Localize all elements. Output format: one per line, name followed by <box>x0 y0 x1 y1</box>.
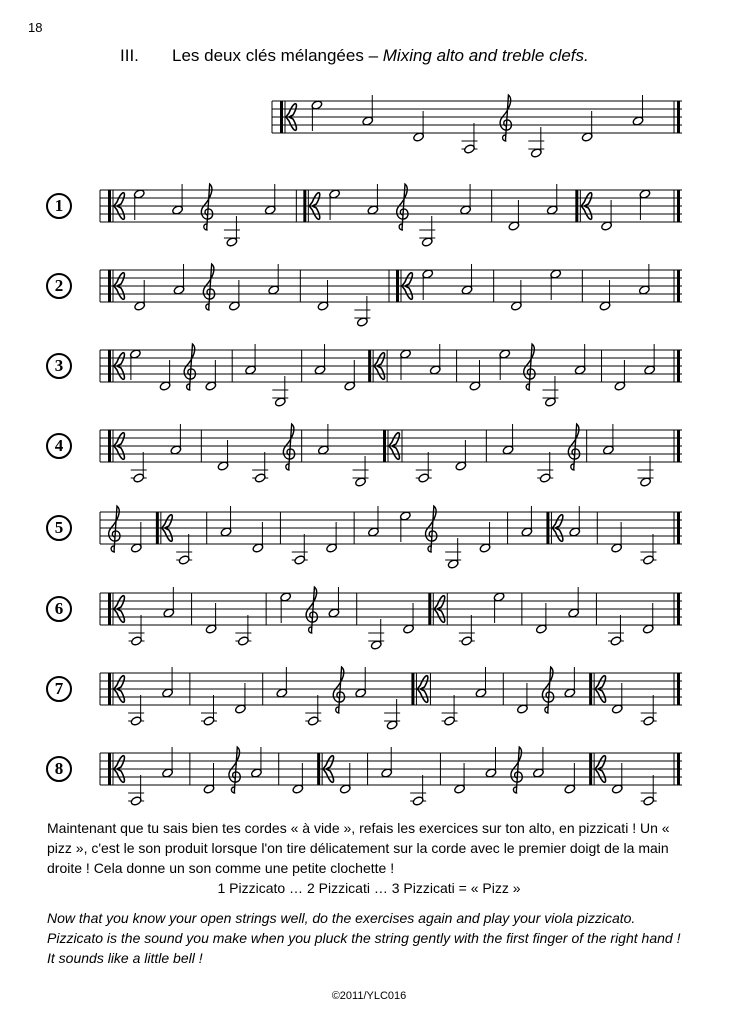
english-paragraph: Now that you know your open strings well, do the exercises again and play your viola pizzicato. Pizzicato is the sound you make when you pluck the string gently with the first finger of the right hand ! It sounds like a little bell ! <box>47 910 681 966</box>
half-note <box>632 95 644 126</box>
half-note <box>493 592 505 623</box>
half-note <box>516 683 528 714</box>
half-note <box>368 506 380 537</box>
half-note <box>602 424 614 455</box>
copyright-footer: ©2011/YLC016 <box>331 990 407 1002</box>
half-note <box>128 695 144 726</box>
half-note <box>422 269 434 300</box>
half-note <box>128 775 144 806</box>
half-note <box>528 127 544 158</box>
half-note <box>641 695 657 726</box>
half-note <box>614 360 626 391</box>
treble-clef-icon <box>426 506 437 552</box>
half-note <box>381 747 393 778</box>
treble-clef-icon <box>109 506 120 552</box>
half-note <box>416 452 432 483</box>
half-note <box>205 603 217 634</box>
half-note <box>455 440 467 471</box>
exercise-staff <box>0 250 738 330</box>
exercise-number: 5 <box>46 515 72 541</box>
half-note <box>292 534 308 565</box>
treble-clef-icon <box>524 344 535 390</box>
half-note <box>521 506 533 537</box>
half-note <box>419 216 435 247</box>
half-note <box>499 349 511 380</box>
half-note <box>611 763 623 794</box>
half-note <box>400 349 412 380</box>
final-barline-thick <box>677 512 680 544</box>
treble-clef-icon <box>283 424 294 470</box>
treble-clef-icon <box>511 747 522 793</box>
half-note <box>173 264 185 295</box>
half-note <box>217 440 229 471</box>
half-note <box>228 280 240 311</box>
half-note <box>353 456 369 487</box>
half-note <box>535 603 547 634</box>
half-note <box>542 376 558 407</box>
half-note <box>599 280 611 311</box>
exercise-number: 1 <box>46 193 72 219</box>
half-note <box>245 344 257 375</box>
half-note <box>460 184 472 215</box>
half-note <box>311 100 323 131</box>
half-note <box>305 695 321 726</box>
example-staff <box>0 81 738 161</box>
treble-clef-icon <box>568 424 579 470</box>
half-note <box>355 667 367 698</box>
exercise-staff <box>0 573 738 653</box>
half-note <box>574 344 586 375</box>
section-title-en: Mixing alto and treble clefs. <box>382 46 589 65</box>
half-note <box>129 615 145 646</box>
final-barline-thick <box>677 593 680 625</box>
half-note <box>429 344 441 375</box>
half-note <box>362 95 374 126</box>
half-note <box>461 264 473 295</box>
half-note <box>272 376 288 407</box>
exercise-number: 3 <box>46 353 72 379</box>
treble-clef-icon <box>184 344 195 390</box>
half-note <box>163 587 175 618</box>
half-note <box>568 587 580 618</box>
half-note <box>459 615 475 646</box>
half-note <box>292 763 304 794</box>
exercise-staff <box>0 492 738 572</box>
final-barline-thick <box>677 673 680 705</box>
half-note <box>550 269 562 300</box>
half-note <box>611 683 623 714</box>
half-note <box>339 763 351 794</box>
half-note <box>176 534 192 565</box>
half-note <box>461 123 477 154</box>
half-note <box>537 452 553 483</box>
half-note <box>611 522 623 553</box>
half-note <box>642 603 654 634</box>
exercise-number: 8 <box>46 756 72 782</box>
treble-clef-icon <box>397 184 408 230</box>
half-note <box>469 360 481 391</box>
half-note <box>268 264 280 295</box>
half-note <box>354 296 370 327</box>
half-note <box>131 452 147 483</box>
exercise-number: 4 <box>46 433 72 459</box>
half-note <box>644 344 656 375</box>
treble-clef-icon <box>229 747 240 793</box>
half-note <box>314 344 326 375</box>
half-note <box>601 200 613 231</box>
final-barline-thick <box>677 350 680 382</box>
half-note <box>442 695 458 726</box>
half-note <box>475 667 487 698</box>
half-note <box>445 538 461 569</box>
half-note <box>264 184 276 215</box>
half-note <box>159 360 171 391</box>
half-note <box>367 184 379 215</box>
french-paragraph: Maintenant que tu sais bien tes cordes « à vide », refais les exercices sur ton alto, en pizzicati ! Un « pizz », c'est le son produit lorsque l'on tire délicatement sur la corde avec le premier doigt de la main droite ! Cela donne un son comme une petite clochette ! <box>47 820 670 876</box>
half-note <box>205 360 217 391</box>
half-note <box>130 522 142 553</box>
final-barline-thick <box>677 753 680 785</box>
half-note <box>328 587 340 618</box>
exercise-number: 2 <box>46 273 72 299</box>
half-note <box>508 200 520 231</box>
half-note <box>413 111 425 142</box>
half-note <box>454 763 466 794</box>
half-note <box>532 747 544 778</box>
half-note <box>276 667 288 698</box>
half-note <box>403 603 415 634</box>
section-number: III. <box>120 46 139 65</box>
exercise-number: 7 <box>46 676 72 702</box>
half-note <box>410 775 426 806</box>
half-note <box>317 280 329 311</box>
half-note <box>235 615 251 646</box>
half-note <box>170 424 182 455</box>
exercise-staff <box>0 170 738 250</box>
half-note <box>252 522 264 553</box>
half-note <box>399 511 411 542</box>
half-note <box>203 763 215 794</box>
treble-clef-icon <box>306 587 317 633</box>
exercise-number: 6 <box>46 596 72 622</box>
half-note <box>344 360 356 391</box>
half-note <box>220 506 232 537</box>
half-note <box>546 184 558 215</box>
half-note <box>564 763 576 794</box>
half-note <box>162 747 174 778</box>
half-note <box>510 280 522 311</box>
half-note <box>329 189 341 220</box>
half-note <box>280 592 292 623</box>
treble-clef-icon <box>201 184 212 230</box>
half-note <box>502 424 514 455</box>
half-note <box>172 184 184 215</box>
half-note <box>564 667 576 698</box>
half-note <box>479 522 491 553</box>
half-note <box>252 452 268 483</box>
exercise-staff <box>0 733 738 813</box>
final-barline-thick <box>677 430 680 462</box>
half-note <box>384 699 400 730</box>
half-note <box>201 695 217 726</box>
exercise-staff <box>0 330 738 410</box>
treble-clef-icon <box>500 95 511 141</box>
half-note <box>368 619 384 650</box>
half-note <box>234 683 246 714</box>
page-number: 18 <box>28 20 43 35</box>
half-note <box>224 216 240 247</box>
half-note <box>162 667 174 698</box>
half-note <box>569 506 581 537</box>
treble-clef-icon <box>203 264 214 310</box>
half-note <box>134 280 146 311</box>
half-note <box>608 615 624 646</box>
half-note <box>638 264 650 295</box>
final-barline-thick <box>677 190 680 222</box>
half-note <box>640 534 656 565</box>
half-note <box>129 349 141 380</box>
half-note <box>326 522 338 553</box>
half-note <box>641 775 657 806</box>
pizzicato-line: 1 Pizzicato … 2 Pizzicati … 3 Pizzicati = « Pizz » <box>217 880 521 896</box>
final-barline-thick <box>677 101 680 133</box>
half-note <box>485 747 497 778</box>
treble-clef-icon <box>542 667 553 713</box>
treble-clef-icon <box>333 667 344 713</box>
exercise-staff <box>0 653 738 733</box>
final-barline-thick <box>677 270 680 302</box>
half-note <box>250 747 262 778</box>
half-note <box>638 456 654 487</box>
half-note <box>317 424 329 455</box>
exercise-staff <box>0 410 738 490</box>
section-title <box>120 46 589 66</box>
half-note <box>133 189 145 220</box>
half-note <box>581 111 593 142</box>
section-title-fr: Les deux clés mélangées – <box>172 46 383 65</box>
half-note <box>639 189 651 220</box>
